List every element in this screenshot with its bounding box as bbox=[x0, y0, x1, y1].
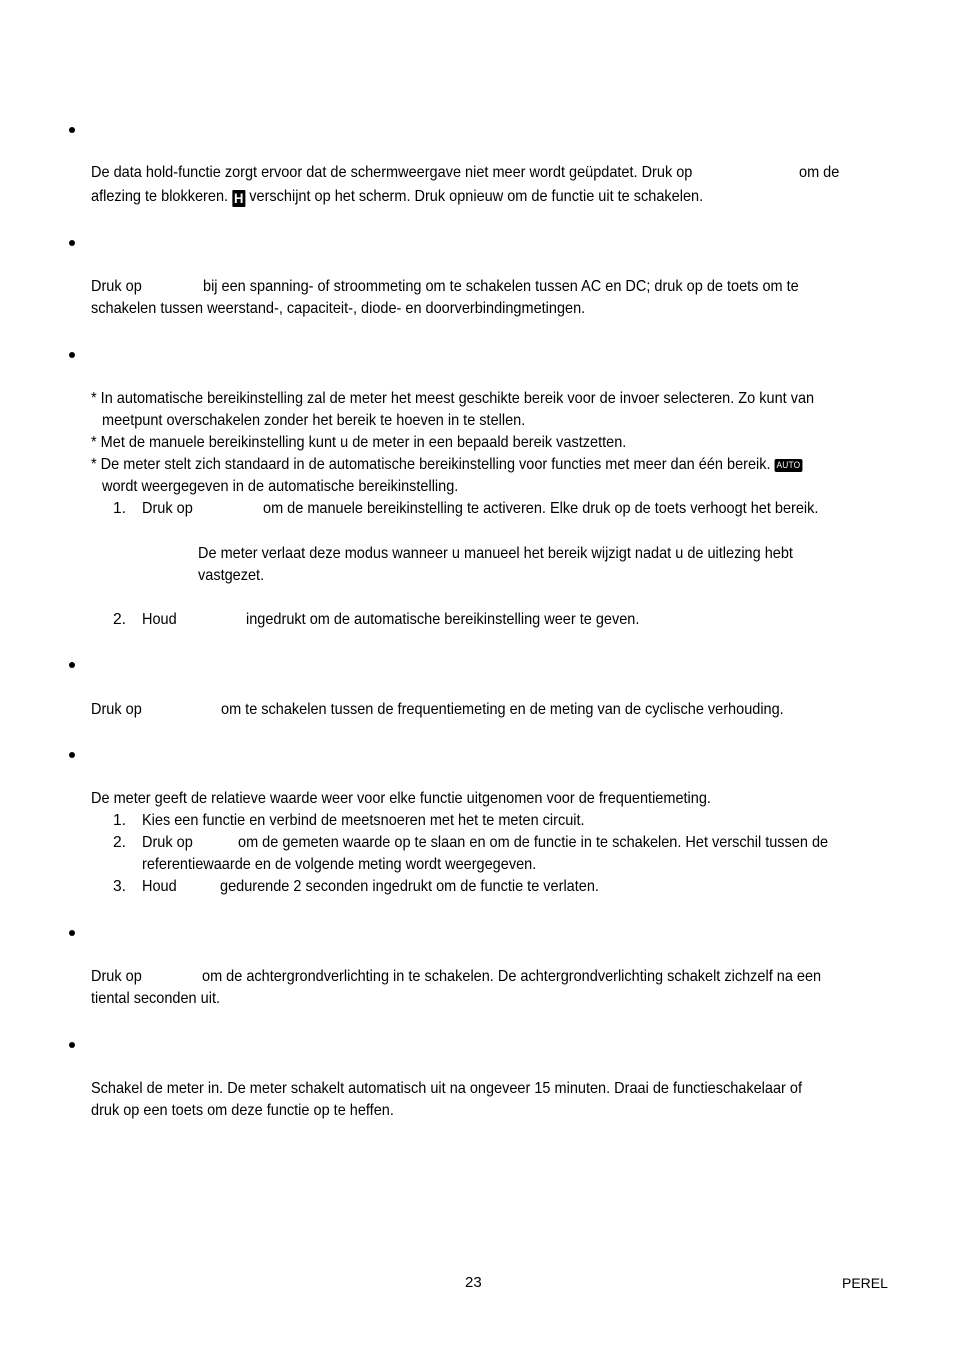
range-step1-number: 1. bbox=[113, 500, 127, 517]
rel-step1: Kies een functie en verbind de meetsnoeren met het te meten circuit. bbox=[142, 812, 585, 829]
brand-footer: PEREL bbox=[842, 1275, 888, 1291]
range-bullet2: * Met de manuele bereikinstelling kunt u de meter in een bepaald bereik vastzetten. bbox=[91, 434, 627, 451]
bullet-frequency bbox=[69, 662, 75, 668]
freq-text-b: om te schakelen tussen de frequentiemeting en de meting van de cyclische verhouding. bbox=[221, 701, 784, 718]
range-bullet1-line1: * In automatische bereikinstelling zal de meter het meest geschikte bereik voor de invoer selecteren. Zo kunt van bbox=[91, 390, 815, 407]
hold-text-line2b: verschijnt op het scherm. Druk opnieuw om de functie uit te schakelen. bbox=[249, 188, 704, 205]
autooff-text-line2: druk op een toets om deze functie op te heffen. bbox=[91, 1102, 394, 1119]
bullet-relative bbox=[69, 752, 75, 758]
hold-text-line1b: om de bbox=[799, 164, 840, 181]
backlight-text-b: om de achtergrondverlichting in te schakelen. De achtergrondverlichting schakelt zichzelf na een bbox=[202, 968, 822, 985]
range-note-line2: vastgezet. bbox=[198, 567, 265, 584]
rel-step3a: Houd bbox=[142, 878, 177, 895]
range-note-line1: De meter verlaat deze modus wanneer u manueel het bereik wijzigt nadat u de uitlezing hebt bbox=[198, 545, 793, 562]
range-step1b: om de manuele bereikinstelling te activeren. Elke druk op de toets verhoogt het bereik. bbox=[263, 500, 819, 517]
range-bullet3-text: * De meter stelt zich standaard in de automatische bereikinstelling voor functies met meer dan één bereik. bbox=[91, 456, 771, 473]
hold-text-line2 bbox=[91, 189, 703, 207]
bullet-range bbox=[69, 352, 75, 358]
rel-step2-number: 2. bbox=[113, 834, 127, 851]
select-text-line1a: Druk op bbox=[91, 278, 142, 295]
rel-step2a: Druk op bbox=[142, 834, 193, 851]
range-step2b: ingedrukt om de automatische bereikinstelling weer te geven. bbox=[246, 611, 640, 628]
range-bullet1-line2: meetpunt overschakelen zonder het bereik te hoeven in te stellen. bbox=[102, 412, 526, 429]
select-text-line2: schakelen tussen weerstand-, capaciteit-, diode- en doorverbindingmetingen. bbox=[91, 300, 586, 317]
autooff-text-line1: Schakel de meter in. De meter schakelt automatisch uit na ongeveer 15 minuten. Draai de functieschakelaar of bbox=[91, 1080, 802, 1097]
rel-step3-number: 3. bbox=[113, 878, 127, 895]
freq-text-a: Druk op bbox=[91, 701, 142, 718]
bullet-data-hold bbox=[69, 127, 75, 133]
rel-step2-line2: referentiewaarde en de volgende meting wordt weergegeven. bbox=[142, 856, 537, 873]
range-bullet3-line2: wordt weergegeven in de automatische bereikinstelling. bbox=[102, 478, 459, 495]
rel-intro: De meter geeft de relatieve waarde weer voor elke functie uitgenomen voor de frequentiemeting. bbox=[91, 790, 711, 807]
hold-text-line2a: aflezing te blokkeren. bbox=[91, 188, 229, 205]
auto-indicator-icon: AUTO bbox=[776, 460, 801, 470]
rel-step3b: gedurende 2 seconden ingedrukt om de functie te verlaten. bbox=[220, 878, 599, 895]
range-step2-number: 2. bbox=[113, 611, 127, 628]
backlight-text-line2: tiental seconden uit. bbox=[91, 990, 221, 1007]
bullet-backlight bbox=[69, 930, 75, 936]
rel-step1-number: 1. bbox=[113, 812, 127, 829]
bullet-select bbox=[69, 240, 75, 246]
range-step2a: Houd bbox=[142, 611, 177, 628]
page-number: 23 bbox=[465, 1274, 482, 1291]
select-text-line1b: bij een spanning- of stroommeting om te schakelen tussen AC en DC; druk op de toets om te bbox=[203, 278, 799, 295]
hold-text-line1a: De data hold-functie zorgt ervoor dat de schermweergave niet meer wordt geüpdatet. Druk op bbox=[91, 164, 693, 181]
rel-step2b: om de gemeten waarde op te slaan en om de functie in te schakelen. Het verschil tussen de bbox=[238, 834, 829, 851]
backlight-text-a: Druk op bbox=[91, 968, 142, 985]
bullet-auto-off bbox=[69, 1042, 75, 1048]
hold-indicator-icon: H bbox=[233, 190, 244, 206]
range-bullet3-line1 bbox=[91, 457, 802, 473]
range-step1a: Druk op bbox=[142, 500, 193, 517]
